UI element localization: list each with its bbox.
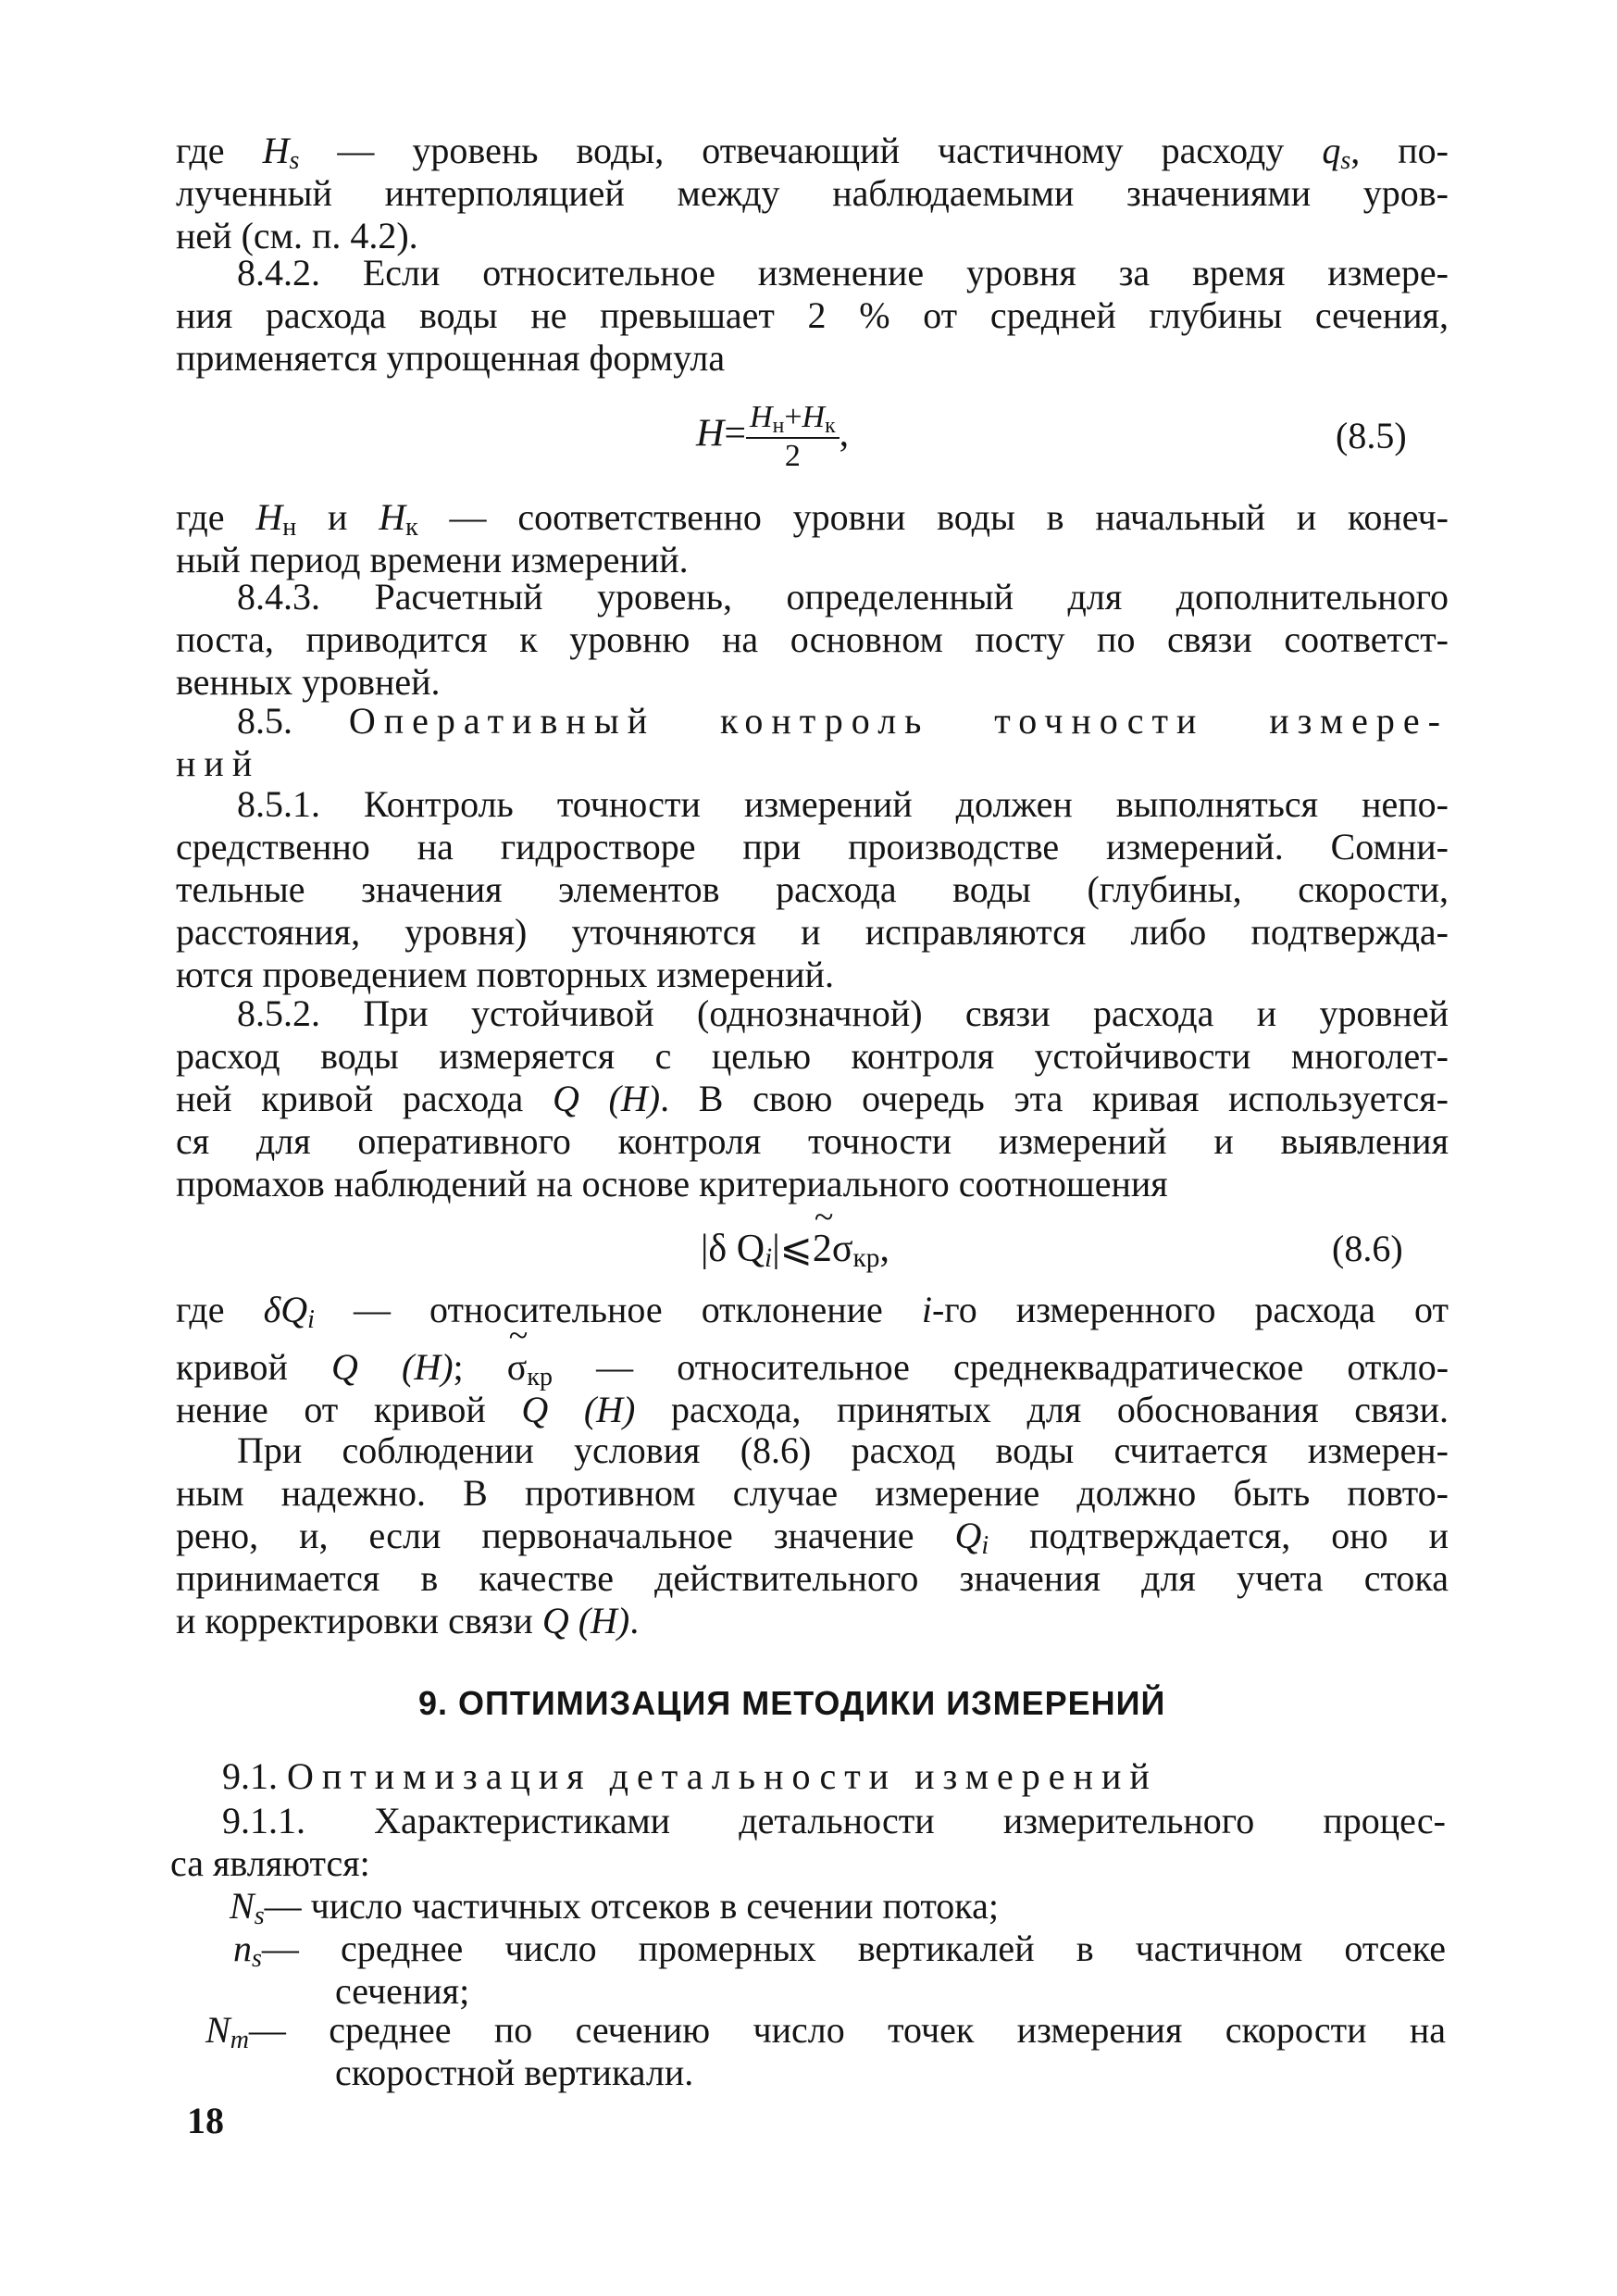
text-line: сечения; [335, 1970, 470, 2012]
text-line: скоростной вертикали. [335, 2052, 694, 2093]
definition-ns-small [233, 1928, 1446, 2013]
text-line: 8.4.3. Расчетный уровень, определенный для дополнительного [237, 576, 1449, 618]
text-line: са являются: [170, 1842, 370, 1884]
text-line: лученный интерполяцией между наблюдаемыми значениями уров- [176, 172, 1449, 214]
text-line: 8.5.1. Контроль точности измерений должен выполняться непо- [237, 783, 1449, 825]
fraction: $\frac{H_н+H_к}{2}$ [746, 400, 840, 474]
paragraph-check [176, 1429, 1449, 1642]
text-line: где $\delta Q_i$ — относительное отклонение i-го измеренного расхода от [176, 1289, 1449, 1334]
section-title-8-5 [176, 700, 1449, 785]
text-line: 8.5.2. При устойчивой (однозначной) связи расхода и уровней [237, 992, 1449, 1034]
paragraph-8-5-2 [176, 992, 1449, 1205]
text-line: 9.1.1. Характеристиками детальности измерительного процес- [222, 1800, 1446, 1841]
text-line: поста, приводится к уровню на основном посту по связи соответст- [176, 618, 1449, 660]
text-line: При соблюдении условия (8.6) расход воды считается измерен- [237, 1429, 1449, 1471]
paragraph-8-5-where [176, 496, 1449, 581]
text-line: 9.1. Оптимизация детальности измерений [222, 1755, 1158, 1797]
text-line: и корректировки связи Q (H). [176, 1600, 640, 1641]
paragraph-intro [176, 130, 1449, 257]
definition-ns [230, 1885, 1446, 1928]
paragraph-9-1-1 [170, 1800, 1446, 1885]
text-line: ния расхода воды не превышает 2 % от средней глубины сечения, [176, 294, 1449, 336]
tilde-accent: ~ 2σ [813, 1228, 853, 1270]
text-line: ней (см. п. 4.2). [176, 215, 418, 256]
text-line: ный период времени измерений. [176, 539, 689, 580]
paragraph-8-4-2 [176, 252, 1449, 380]
equation-8-5: H= $\frac{H_н+H_к}{2}$ , [696, 400, 850, 473]
text-line: где $H_н$ и $H_к$ — соответственно уровни воды в начальный и конеч- [176, 496, 1449, 542]
section-title-9-1 [222, 1755, 1444, 1798]
text-line: $n_s—$ среднее число промерных вертикалей в частичном отсеке [233, 1928, 1446, 1973]
paragraph-8-4-3 [176, 576, 1449, 704]
text-line: тельные значения элементов расхода воды (глубины, скорости, [176, 868, 1449, 910]
text-line: средственно на гидростворе при производстве измерений. Сомни- [176, 826, 1449, 867]
text-line: $N_m—$ среднее по сечению число точек измерения скорости на [205, 2009, 1446, 2054]
text-line: применяется упрощенная формула [176, 337, 726, 379]
page-number: 18 [187, 2100, 224, 2141]
chapter-heading: 9. ОПТИМИЗАЦИЯ МЕТОДИКИ ИЗМЕРЕНИЙ [418, 1684, 1166, 1722]
text-line: кривой Q (H); ~ $\sigma_{кр}$ — относительное среднеквадратическое откло- [176, 1346, 1449, 1389]
text-line: ний [176, 742, 261, 784]
text-line: расстояния, уровня) уточняются и исправляются либо подтвержда- [176, 911, 1449, 953]
text-line: где $H_s$ — уровень воды, отвечающий частичному расходу $q_s$, по- [176, 130, 1449, 175]
text-line: ются проведением повторных измерений. [176, 954, 834, 995]
text-line: ся для оперативного контроля точности измерений и выявления [176, 1120, 1449, 1162]
tilde-accent: ~ σ [507, 1346, 528, 1389]
text-line: расход воды измеряется с целью контроля устойчивости многолет- [176, 1035, 1449, 1077]
equation-number: (8.6) [1332, 1228, 1403, 1269]
text-line: промахов наблюдений на основе критериального соотношения [176, 1163, 1168, 1204]
text-line: венных уровней. [176, 661, 441, 703]
text-line: $N_s—$ число частичных отсеков в сечении потока; [230, 1885, 999, 1930]
text-line: рено, и, если первоначальное значение $Q_i$ подтверждается, оно и [176, 1515, 1449, 1560]
equation-8-6: |δ $Q_i|⩽\sim$ $2\sigma_{кр}$, [701, 1228, 889, 1270]
text-line: 8.5. Оперативный контроль точности измере- [237, 700, 1449, 742]
paragraph-8-5-1 [176, 783, 1449, 996]
text-line: ным надежно. В противном случае измерение должно быть повто- [176, 1472, 1449, 1514]
text-line: нение от кривой Q (H) расхода, принятых для обоснования связи. [176, 1389, 1449, 1430]
equation-number: (8.5) [1336, 415, 1407, 456]
text-line: 8.4.2. Если относительное изменение уровня за время измере- [237, 252, 1449, 293]
definition-nm [205, 2009, 1446, 2094]
text-line: принимается в качестве действительного значения для учета стока [176, 1557, 1449, 1599]
paragraph-8-6-where [176, 1289, 1449, 1431]
text-line: ней кривой расхода Q (H). В свою очередь эта кривая используется- [176, 1078, 1449, 1119]
